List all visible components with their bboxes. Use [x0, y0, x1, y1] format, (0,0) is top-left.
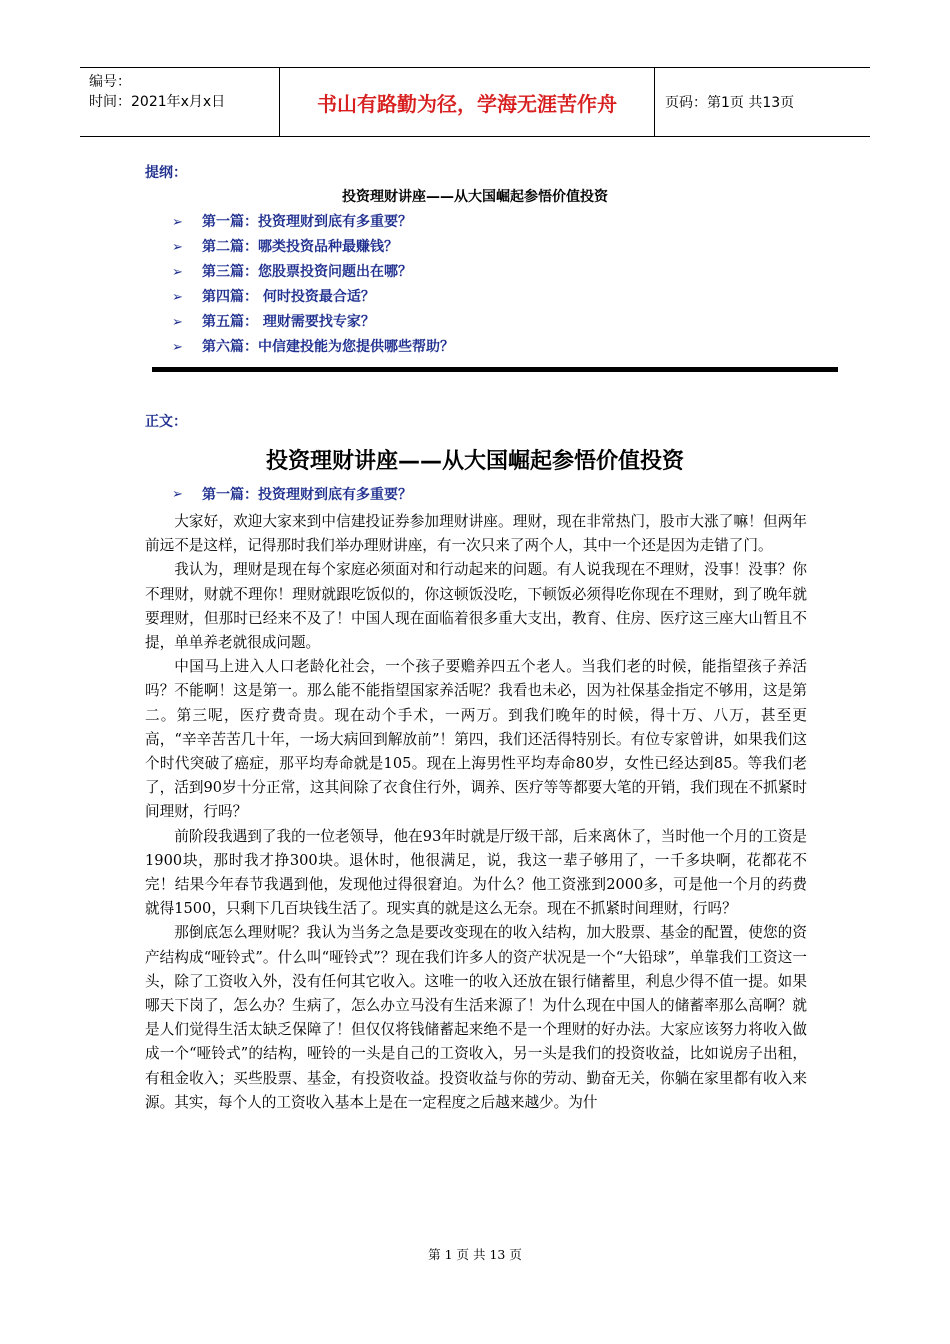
outline-label: 提纲： [145, 165, 187, 181]
outline-item: ➢ 第六篇：中信建投能为您提供哪些帮助？ [172, 335, 454, 360]
outline-list [172, 210, 454, 360]
outline-item: ➢ 第一篇：投资理财到底有多重要？ [172, 210, 454, 235]
paragraph: 中国马上进入人口老龄化社会，一个孩子要赡养四五个老人。当我们老的时候，能指望孩子养活吗？不能啊！这是第一。那么能不能指望国家养活呢？我看也未必，因为社保基金指定不够用，这是第二。第三呢，医疗费奇贵。现在动个手术，一两万。到我们晚年的时候，得十万、八万，甚至更高，“辛辛苦苦几十年，一场大病回到解放前”！第四，我们还活得特别长。有位专家曾讲，如果我们这个时代突破了癌症，那平均寿命就是105。现在上海男性平均寿命80岁，女性已经达到85。等我们老了，活到90岁十分正常，这其间除了衣食住行外，调养、医疗等等都要大笔的开销，我们现在不抓紧时间理财，行吗？ [145, 658, 807, 821]
main-title: 投资理财讲座——从大国崛起参悟价值投资 [265, 449, 684, 474]
arrow-icon: ➢ [172, 486, 183, 502]
body-text [145, 510, 807, 1115]
date-label: 时间：2021年x月x日 [89, 94, 226, 110]
paragraph: 前阶段我遇到了我的一位老领导，他在93年时就是厅级干部，后来离休了，当时他一个月的工资是1900块，那时我才挣300块。退休时，他很满足，说，我这一辈子够用了，一千多块啊，花都花不完！结果今年春节我遇到他，发现他过得很窘迫。为什么？他工资涨到2000多，可是他一个月的药费就得1500，只剩下几百块钱生活了。现实真的就是这么无奈。现在不抓紧时间理财，行吗？ [145, 827, 807, 918]
outline-title: 投资理财讲座——从大国崛起参悟价值投资 [342, 189, 608, 205]
header-meta [80, 68, 280, 136]
arrow-icon: ➢ [172, 215, 183, 230]
number-label: 编号： [89, 74, 131, 90]
page-footer: 第 1 页 共 13 页 [428, 1247, 522, 1262]
section-heading: ➢ 第一篇：投资理财到底有多重要？ [172, 486, 412, 503]
body-label: 正文： [145, 414, 187, 430]
section-divider [152, 367, 838, 372]
paragraph: 我认为，理财是现在每个家庭必须面对和行动起来的问题。有人说我现在不理财，没事！没事？你不理财，财就不理你！理财就跟吃饭似的，你这顿饭没吃，下顿饭必须得吃你现在不理财，到了晚年就要理财，但那时已经来不及了！中国人现在面临着很多重大支出，教育、住房、医疗这三座大山暂且不提，单单养老就很成问题。 [145, 561, 807, 652]
outline-item: ➢ 第二篇：哪类投资品种最赚钱？ [172, 235, 454, 260]
arrow-icon: ➢ [172, 290, 183, 305]
outline-item: ➢ 第五篇： 理财需要找专家？ [172, 310, 454, 335]
arrow-icon: ➢ [172, 240, 183, 255]
paragraph: 大家好，欢迎大家来到中信建投证券参加理财讲座。理财，现在非常热门，股市大涨了嘛！但两年前远不是这样，记得那时我们举办理财讲座，有一次只来了两个人，其中一个还是因为走错了门。 [145, 513, 807, 555]
motto: 书山有路勤为径，学海无涯苦作舟 [280, 68, 655, 136]
arrow-icon: ➢ [172, 265, 183, 280]
paragraph: 那倒底怎么理财呢？我认为当务之急是要改变现在的收入结构，加大股票、基金的配置，使您的资产结构成“哑铃式”。什么叫“哑铃式”？现在我们许多人的资产状况是一个“大铅球”，单靠我们工资这一头，除了工资收入外，没有任何其它收入。这唯一的收入还放在银行储蓄里，利息少得不值一提。如果哪天下岗了，怎么办？生病了，怎么办立马没有生活来源了！为什么现在中国人的储蓄率那么高啊？就是人们觉得生活太缺乏保障了！但仅仅将钱储蓄起来绝不是一个理财的好办法。大家应该努力将收入做成一个“哑铃式”的结构，哑铃的一头是自己的工资收入，另一头是我们的投资收益，比如说房子出租，有租金收入；买些股票、基金，有投资收益。投资收益与你的劳动、勤奋无关，你躺在家里都有收入来源。其实，每个人的工资收入基本上是在一定程度之后越来越少。为什 [145, 924, 807, 1111]
header-table [80, 67, 870, 137]
arrow-icon: ➢ [172, 340, 183, 355]
outline-item: ➢ 第三篇：您股票投资问题出在哪？ [172, 260, 454, 285]
outline-item: ➢ 第四篇： 何时投资最合适？ [172, 285, 454, 310]
page-info: 页码：第1页 共13页 [665, 95, 795, 111]
arrow-icon: ➢ [172, 315, 183, 330]
